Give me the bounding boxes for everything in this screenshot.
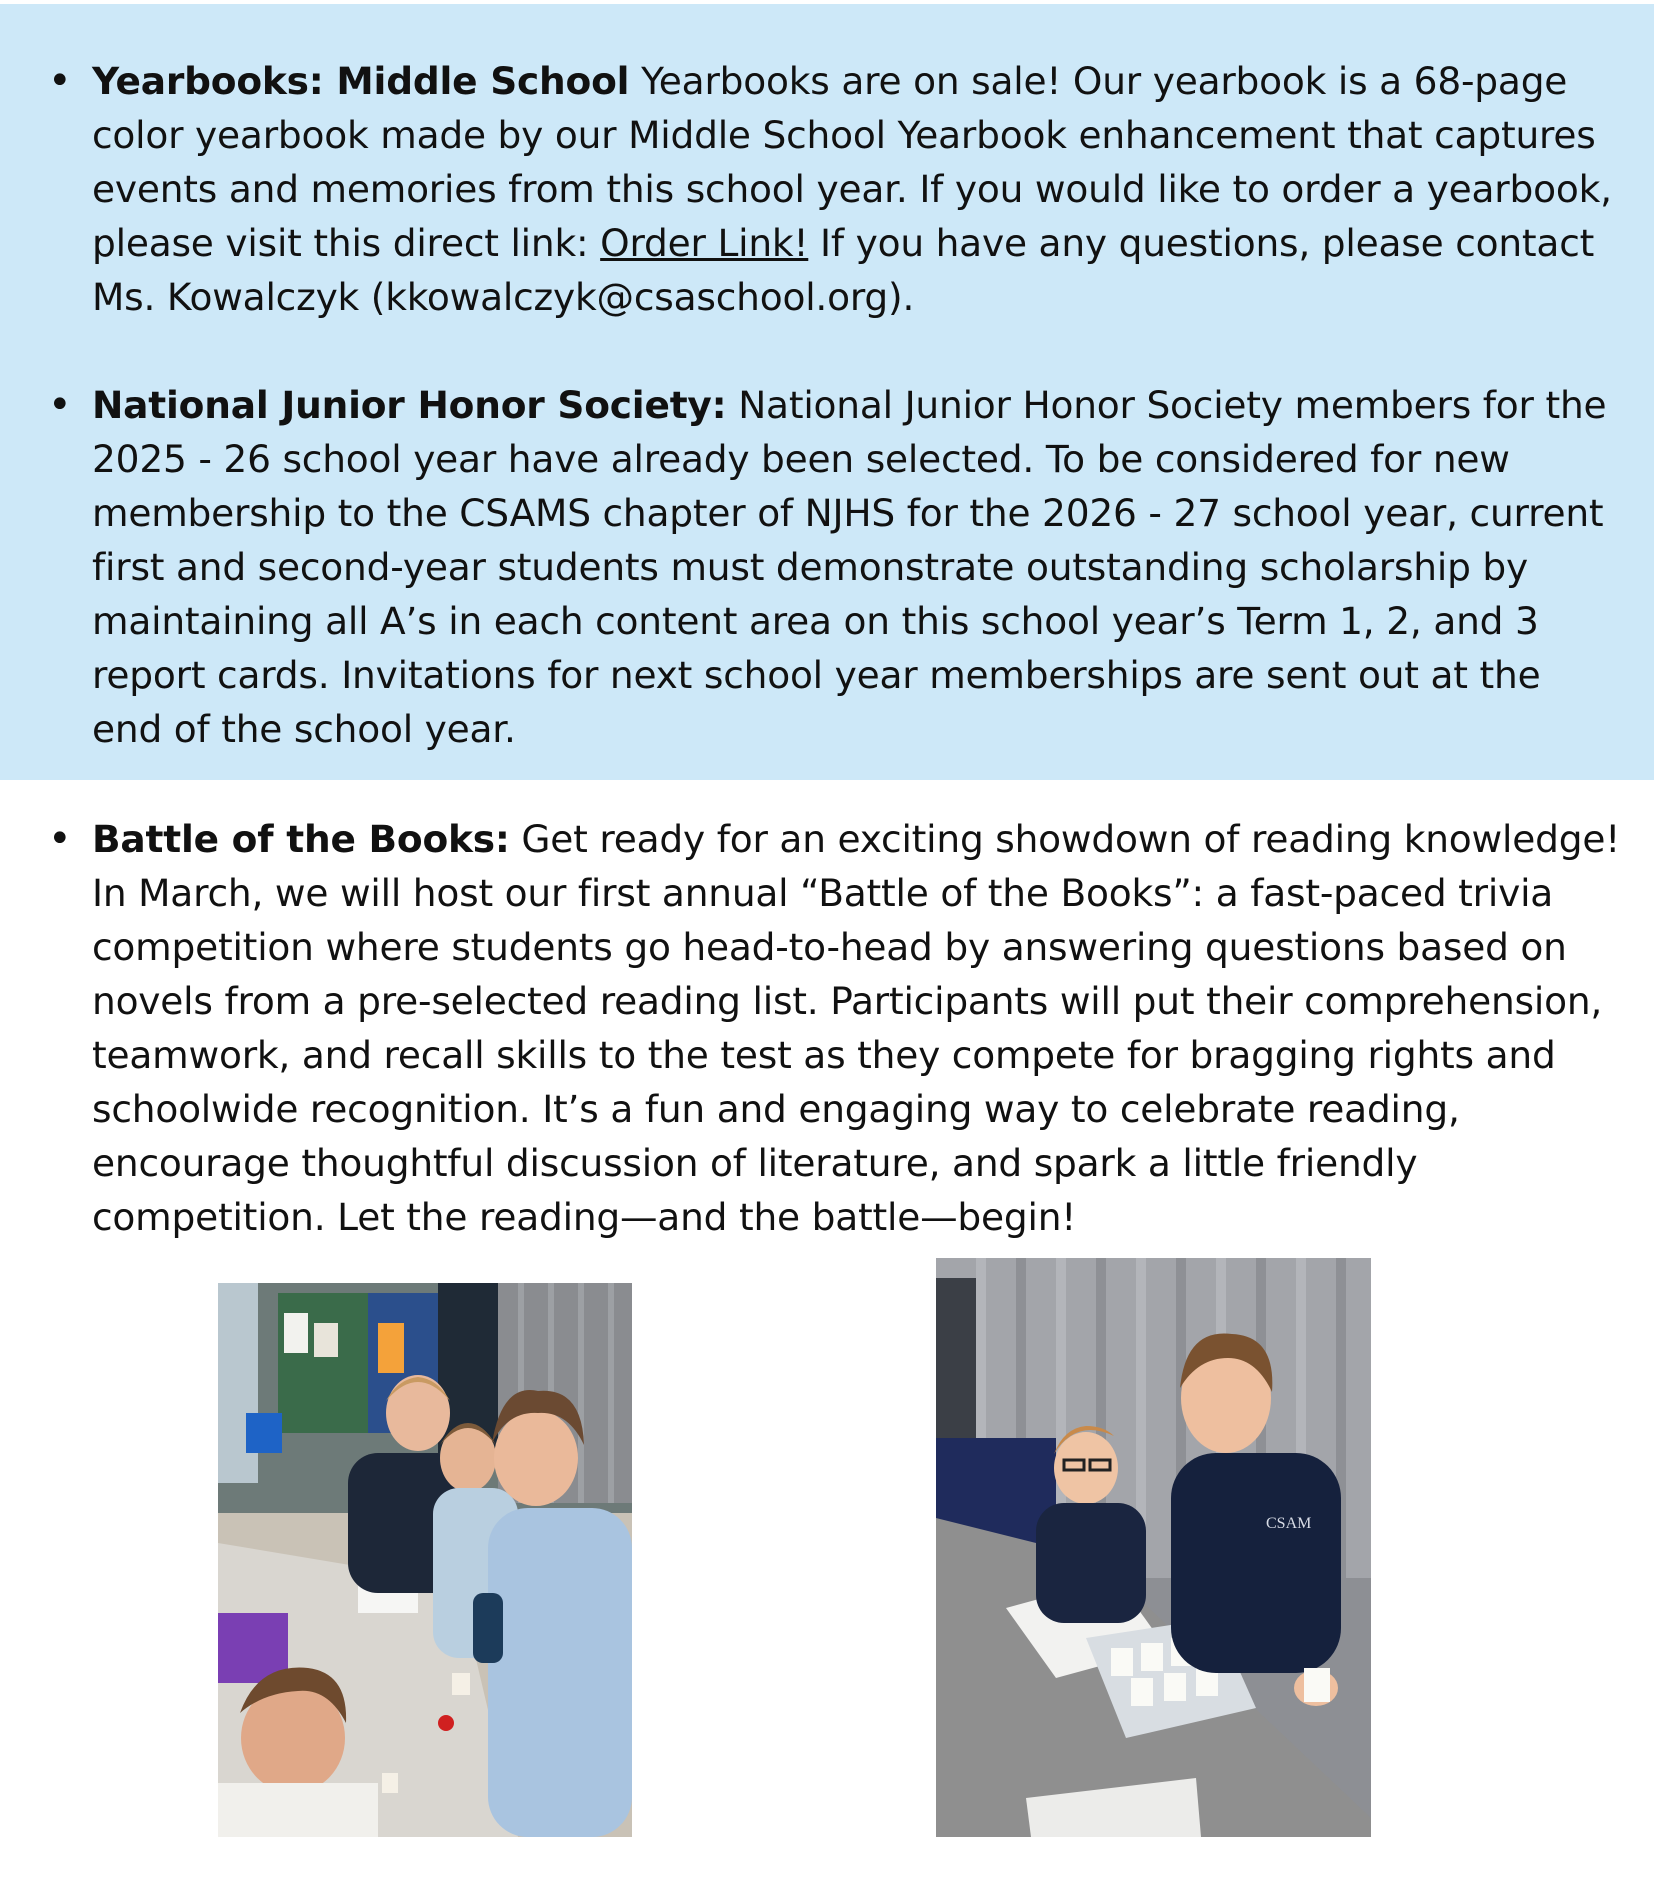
battle-text: Get ready for an exciting showdown of reading knowledge! In March, we will host our first annual “Battle of the Books”: a fast-paced trivia competition where students go head-to-head by answering questions based on novels from a pre-selected reading list. Participants will put their comprehension, teamwork, and recall skills to the test as they compete for bragging rights and schoolwide recognition. It’s a fun and engaging way to celebrate reading, encourage thoughtful discussion of literature, and spark a little friendly competition. Let the reading—and the battle—begin! [92, 817, 1621, 1239]
njhs-heading: National Junior Honor Society: [92, 383, 727, 427]
yearbooks-contact-text: If you have any questions, please contact Ms. Kowalczyk (kkowalczyk@csaschool.org). [92, 221, 1595, 319]
bullet-icon: • [48, 58, 72, 104]
list-item-njhs [48, 378, 1622, 756]
list-item-yearbooks [48, 54, 1622, 324]
yearbooks-text: Yearbooks are on sale! Our yearbook is a 68-page color yearbook made by our Middle School Yearbook enhancement that captures events and memories from this school year. If you would like to order a yearbook, please visit this direct link: [92, 59, 1612, 265]
list-item-battle-of-the-books [48, 812, 1622, 1244]
photo-students-classroom [218, 1283, 632, 1837]
bullet-icon: • [48, 382, 72, 428]
photo-students-experiment [936, 1258, 1371, 1837]
order-link[interactable]: Order Link! [600, 221, 809, 265]
bullet-icon: • [48, 816, 72, 862]
yearbooks-heading: Yearbooks: Middle School [92, 59, 630, 103]
njhs-text: National Junior Honor Society members for the 2025 - 26 school year have already been selected. To be considered for new membership to the CSAMS chapter of NJHS for the 2026 - 27 school year, current first and second-year students must demonstrate outstanding scholarship by maintaining all A’s in each content area on this school year’s Term 1, 2, and 3 report cards. Invitations for next school year memberships are sent out at the end of the school year. [92, 383, 1607, 751]
svg-text:CSAM: CSAM [1266, 1515, 1312, 1532]
battle-heading: Battle of the Books: [92, 817, 510, 861]
